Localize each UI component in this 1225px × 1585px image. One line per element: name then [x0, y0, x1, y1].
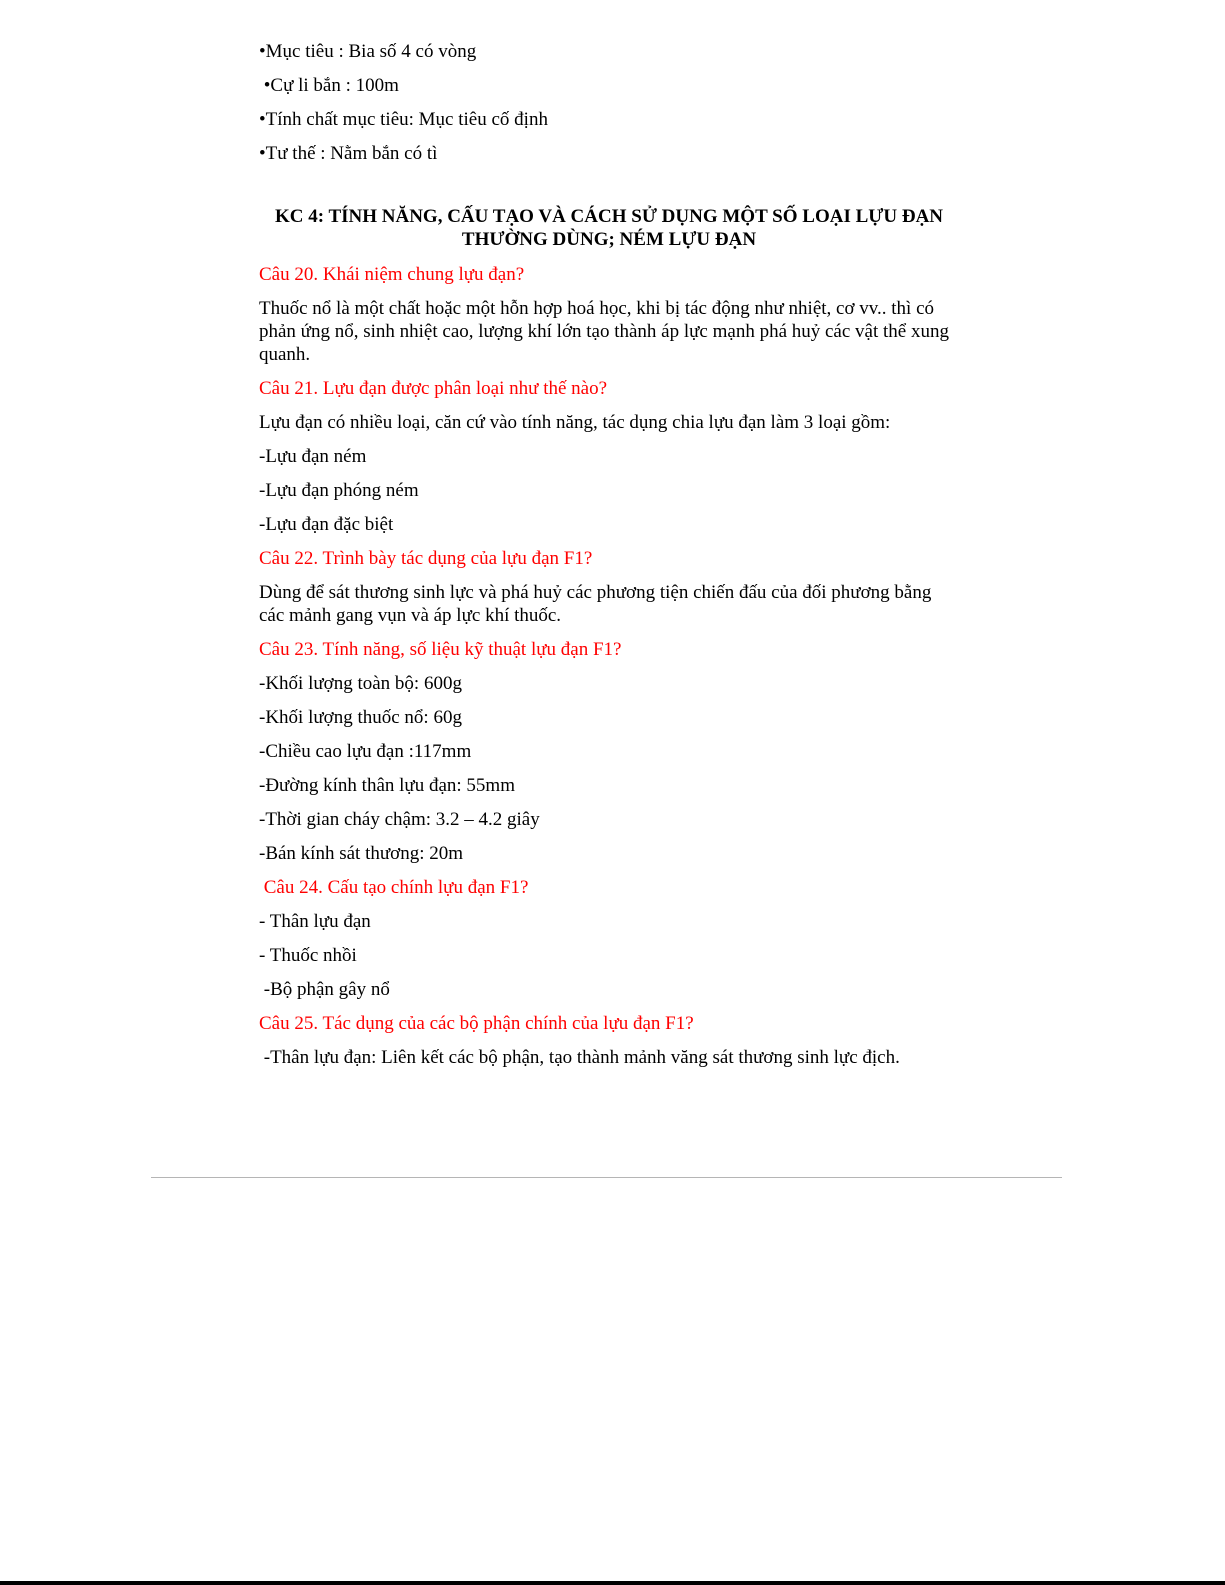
bottom-edge [0, 1581, 1225, 1585]
section-heading-line-1: KC 4: TÍNH NĂNG, CẤU TẠO VÀ CÁCH SỬ DỤNG MỘT SỐ LOẠI LỰU ĐẠN [274, 206, 944, 227]
list-item: -Khối lượng thuốc nổ: 60g [259, 707, 462, 728]
list-item: - Thuốc nhồi [259, 945, 357, 966]
list-item: -Thời gian cháy chậm: 3.2 – 4.2 giây [259, 809, 540, 830]
section-heading-line-2: THƯỜNG DÙNG; NÉM LỰU ĐẠN [461, 229, 757, 250]
answer-22: Dùng để sát thương sinh lực và phá huỷ các phương tiện chiến đấu của đối phương bằng các mảnh gang vụn và áp lực khí thuốc. [259, 582, 932, 626]
list-item: -Chiều cao lựu đạn :117mm [259, 741, 472, 762]
answer-21-intro: Lựu đạn có nhiều loại, căn cứ vào tính năng, tác dụng chia lựu đạn làm 3 loại gồm: [259, 412, 891, 433]
question-24: Câu 24. Cấu tạo chính lựu đạn F1? [259, 877, 529, 898]
answer-20: Thuốc nổ là một chất hoặc một hỗn hợp hoá học, khi bị tác động như nhiệt, cơ vv.. thì có phản ứng nổ, sinh nhiệt cao, lượng khí lớn tạo thành áp lực mạnh phá huỷ các vật thể xung quanh. [259, 298, 949, 365]
list-item: •Tư thế : Nằm bắn có tì [259, 143, 438, 164]
question-22: Câu 22. Trình bày tác dụng của lựu đạn F1? [259, 548, 593, 569]
list-item: •Tính chất mục tiêu: Mục tiêu cố định [259, 109, 548, 130]
question-21: Câu 21. Lựu đạn được phân loại như thế nào? [259, 378, 608, 399]
list-item: -Lựu đạn ném [259, 446, 367, 467]
list-item: -Bán kính sát thương: 20m [259, 843, 463, 864]
list-item: -Thân lựu đạn: Liên kết các bộ phận, tạo thành mảnh văng sát thương sinh lực địch. [259, 1047, 900, 1068]
list-item: -Khối lượng toàn bộ: 600g [259, 673, 462, 694]
question-23: Câu 23. Tính năng, số liệu kỹ thuật lựu đạn F1? [259, 639, 622, 660]
list-item: -Đường kính thân lựu đạn: 55mm [259, 775, 515, 796]
list-item: - Thân lựu đạn [259, 911, 371, 932]
list-item: -Lựu đạn đặc biệt [259, 514, 394, 535]
list-item: •Mục tiêu : Bia số 4 có vòng [259, 41, 477, 62]
question-20: Câu 20. Khái niệm chung lựu đạn? [259, 264, 525, 285]
list-item: -Lựu đạn phóng ném [259, 480, 419, 501]
page-content [259, 40, 959, 1080]
list-item: -Bộ phận gây nổ [259, 979, 390, 1000]
list-item: •Cự li bắn : 100m [259, 75, 399, 96]
question-25: Câu 25. Tác dụng của các bộ phận chính của lựu đạn F1? [259, 1013, 694, 1034]
page-divider [151, 1177, 1062, 1178]
section-heading [259, 205, 959, 251]
